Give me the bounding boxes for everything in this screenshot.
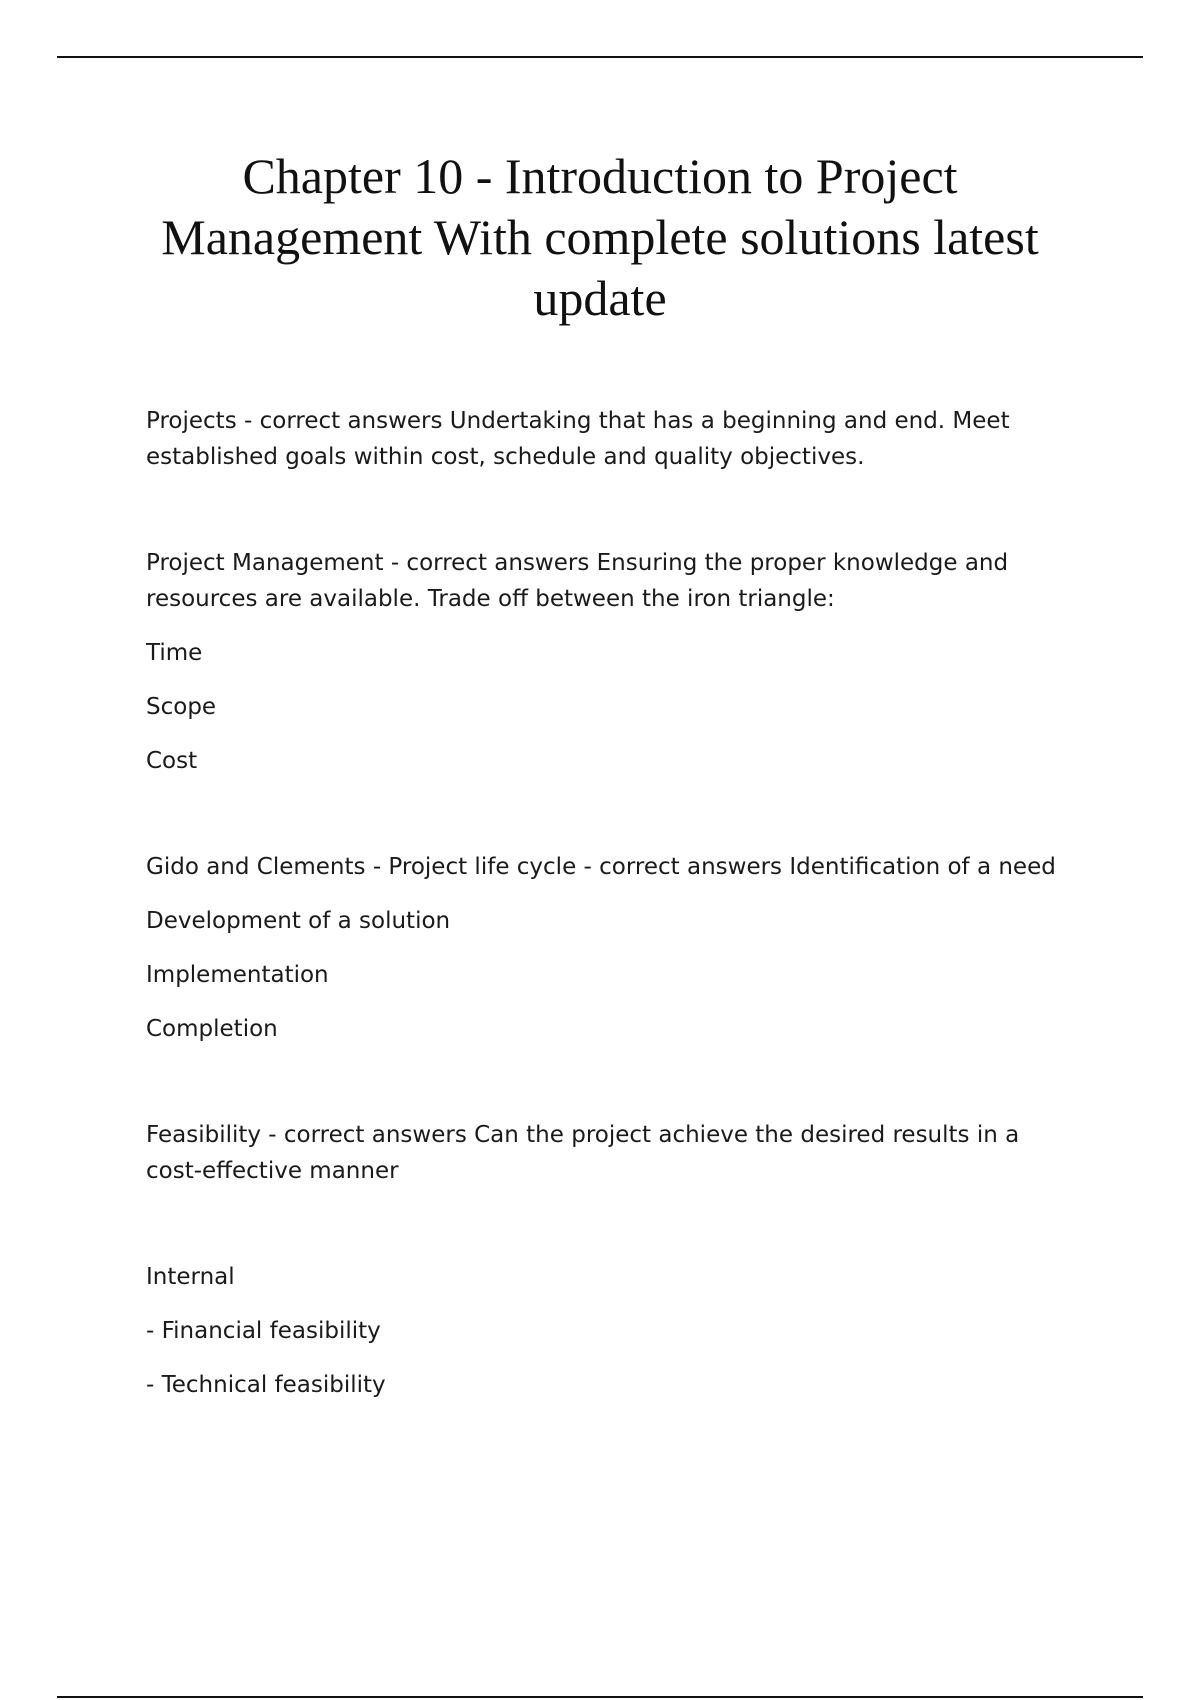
iron-triangle-scope: Scope (146, 694, 217, 720)
life-cycle-completion: Completion (146, 1016, 278, 1042)
entry-feasibility: Feasibility - correct answers Can the project achieve the desired results in a cost-effective manner (146, 1122, 1020, 1184)
spacer (146, 1295, 1076, 1313)
document-title: Chapter 10 - Introduction to Project Management With complete solutions latest update (161, 148, 1039, 326)
spacer (146, 725, 1076, 743)
entry-project-management: Project Management - correct answers Ensuring the proper knowledge and resources are available. Trade off between the iron triangle: (146, 550, 1009, 612)
spacer (146, 475, 1076, 545)
spacer (146, 1349, 1076, 1367)
internal-heading: Internal (146, 1264, 235, 1290)
spacer (146, 885, 1076, 903)
entry-projects: Projects - correct answers Undertaking that has a beginning and end. Meet established goals within cost, schedule and quality objectives. (146, 408, 1010, 470)
life-cycle-development: Development of a solution (146, 908, 451, 934)
life-cycle-implementation: Implementation (146, 962, 329, 988)
internal-financial-feasibility: - Financial feasibility (146, 1318, 381, 1344)
internal-technical-feasibility: - Technical feasibility (146, 1372, 386, 1398)
spacer (146, 1047, 1076, 1117)
spacer (146, 671, 1076, 689)
entry-life-cycle: Gido and Clements - Project life cycle - correct answers Identification of a need (146, 854, 1056, 880)
spacer (146, 1189, 1076, 1259)
top-rule (57, 56, 1143, 58)
document-body (146, 403, 1076, 1403)
spacer (146, 617, 1076, 635)
spacer (146, 993, 1076, 1011)
iron-triangle-cost: Cost (146, 748, 198, 774)
spacer (146, 779, 1076, 849)
bottom-rule (57, 1696, 1143, 1698)
spacer (146, 939, 1076, 957)
iron-triangle-time: Time (146, 640, 203, 666)
